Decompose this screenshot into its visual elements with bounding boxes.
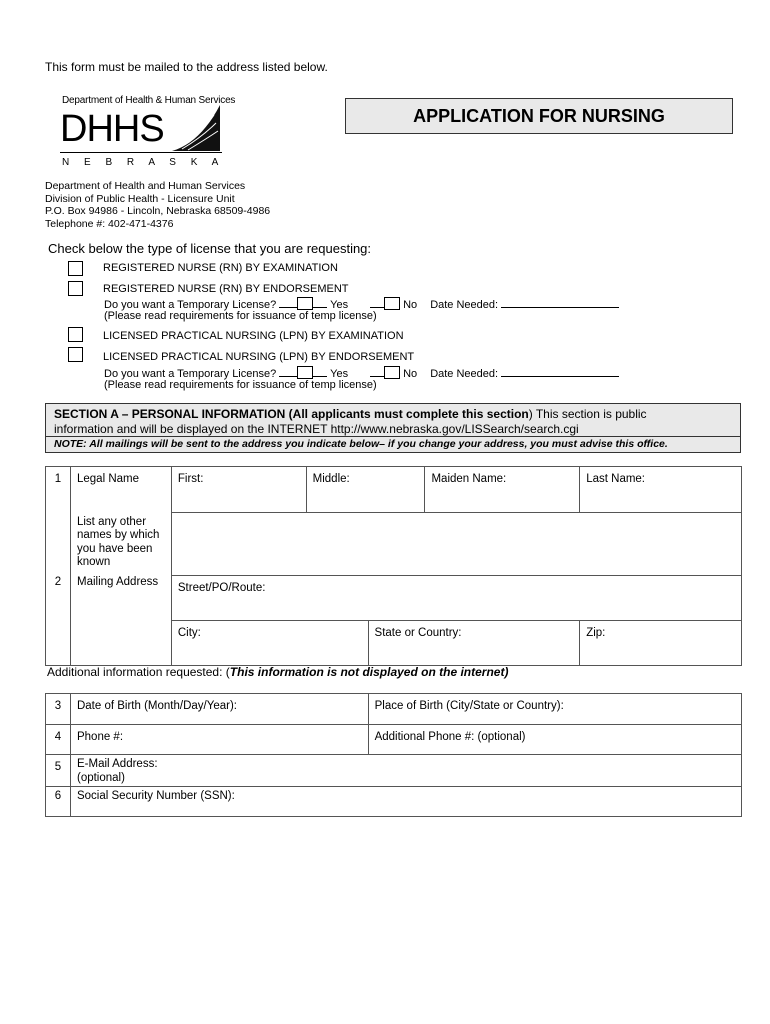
row-number: 5 <box>46 755 71 787</box>
lpn-exam-label: LICENSED PRACTICAL NURSING (LPN) BY EXAMINATION <box>103 330 404 342</box>
logo-dhhs-text: DHHS <box>60 108 164 150</box>
city-field[interactable]: City: <box>171 621 368 666</box>
dob-field[interactable]: Date of Birth (Month/Day/Year): <box>70 694 368 725</box>
logo-state-text: N E B R A S K A <box>62 157 225 168</box>
date-needed-label: Date Needed: <box>430 368 499 380</box>
email-field[interactable]: E-Mail Address: (optional) <box>70 755 741 787</box>
no-label: No <box>403 368 418 380</box>
page-title: APPLICATION FOR NURSING <box>413 106 665 126</box>
dhhs-logo <box>58 95 236 170</box>
rn-endorse-label: REGISTERED NURSE (RN) BY ENDORSEMENT <box>103 283 349 295</box>
middle-name-field[interactable]: Middle: <box>306 467 425 513</box>
title-box <box>345 98 733 134</box>
temp-question: Do you want a Temporary License? <box>104 368 277 380</box>
yes-label: Yes <box>330 299 349 311</box>
row-number: 4 <box>46 725 71 755</box>
row-number: 1 <box>46 467 71 513</box>
table-row <box>46 467 742 513</box>
license-type-prompt: Check below the type of license that you are requesting: <box>48 241 372 256</box>
rn-temp-no-box[interactable] <box>384 297 400 310</box>
mailing-address-label: Mailing Address <box>70 576 171 621</box>
table-row <box>46 576 742 621</box>
date-needed-label: Date Needed: <box>430 299 499 311</box>
no-label: No <box>403 299 418 311</box>
row-number: 3 <box>46 694 71 725</box>
table-row <box>46 725 742 755</box>
zip-field[interactable]: Zip: <box>580 621 742 666</box>
lpn-endorse-label: LICENSED PRACTICAL NURSING (LPN) BY ENDORSEMENT <box>103 351 415 363</box>
ssn-field[interactable]: Social Security Number (SSN): <box>70 787 741 817</box>
address-line: Department of Health and Human Services <box>45 180 246 192</box>
pob-field[interactable]: Place of Birth (City/State or Country): <box>368 694 741 725</box>
legal-name-label: Legal Name <box>70 467 171 513</box>
first-name-field[interactable]: First: <box>171 467 306 513</box>
additional-info-heading: Additional information requested: (This information is not displayed on the internet) <box>47 665 509 679</box>
table-row <box>46 787 742 817</box>
mailing-instruction: This form must be mailed to the address listed below. <box>45 60 328 74</box>
agency-address <box>45 180 270 230</box>
lpn-endorse-checkbox[interactable] <box>68 347 83 362</box>
lpn-exam-checkbox[interactable] <box>68 327 83 342</box>
maiden-name-field[interactable]: Maiden Name: <box>425 467 580 513</box>
address-line: Telephone #: 402-471-4376 <box>45 217 174 230</box>
row-number: 2 <box>46 576 71 621</box>
section-a-internet-note: information and will be displayed on the INTERNET http://www.nebraska.gov/LISSearch/search.cgi <box>54 422 579 436</box>
row-number: 6 <box>46 787 71 817</box>
additional-info-table <box>45 693 742 817</box>
section-a-public-note: ) This section is public <box>528 407 647 421</box>
other-names-label: List any other names by which you have been known <box>70 513 171 576</box>
table-row <box>46 755 742 787</box>
temp-note: (Please read requirements for issuance of temp license) <box>104 310 377 322</box>
rn-exam-label: REGISTERED NURSE (RN) BY EXAMINATION <box>103 262 338 274</box>
additional-phone-field[interactable]: Additional Phone #: (optional) <box>368 725 741 755</box>
logo-swoosh-icon <box>170 103 222 153</box>
rn-temp-yes-box[interactable] <box>297 297 313 310</box>
table-row <box>46 513 742 576</box>
mailing-note: NOTE: All mailings will be sent to the address you indicate below– if you change your address, you must advise this office. <box>45 437 741 453</box>
lpn-temp-no-box[interactable] <box>384 366 400 379</box>
last-name-field[interactable]: Last Name: <box>580 467 742 513</box>
lpn-date-needed-field[interactable] <box>501 376 619 377</box>
temp-note: (Please read requirements for issuance of temp license) <box>104 379 377 391</box>
address-line: Division of Public Health - Licensure Unit <box>45 192 235 205</box>
section-a-header <box>45 403 741 437</box>
section-a-title: SECTION A – PERSONAL INFORMATION (All applicants must complete this section <box>54 407 529 421</box>
phone-field[interactable]: Phone #: <box>70 725 368 755</box>
rn-exam-checkbox[interactable] <box>68 261 83 276</box>
logo-rule <box>60 152 222 153</box>
table-row <box>46 621 742 666</box>
street-field[interactable]: Street/PO/Route: <box>171 576 741 621</box>
other-names-field[interactable] <box>171 513 741 576</box>
lpn-temp-yes-box[interactable] <box>297 366 313 379</box>
table-row <box>46 694 742 725</box>
state-field[interactable]: State or Country: <box>368 621 580 666</box>
address-line: P.O. Box 94986 - Lincoln, Nebraska 68509-4986 <box>45 205 271 217</box>
rn-date-needed-field[interactable] <box>501 307 619 308</box>
temp-question: Do you want a Temporary License? <box>104 299 277 311</box>
rn-endorse-checkbox[interactable] <box>68 281 83 296</box>
logo-dept-text: Department of Health & Human Services <box>62 95 236 106</box>
yes-label: Yes <box>330 368 349 380</box>
personal-info-table <box>45 466 742 666</box>
